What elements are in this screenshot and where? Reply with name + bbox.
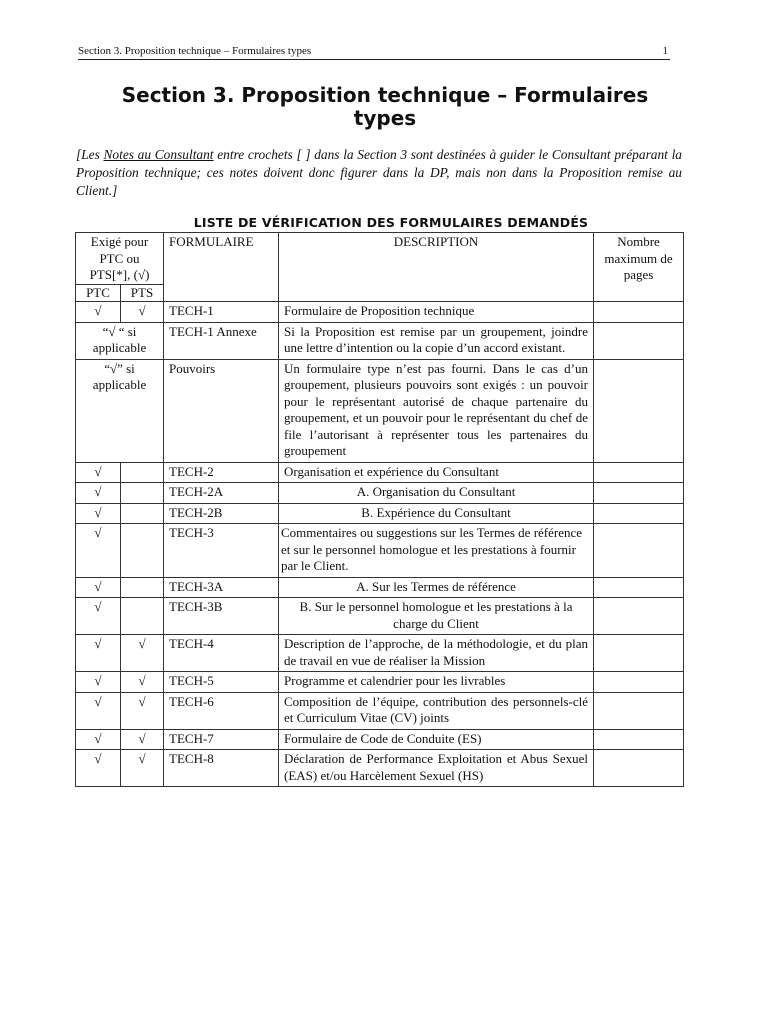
page-header — [78, 44, 670, 60]
cell-pts — [121, 524, 164, 578]
forms-checklist-table — [75, 232, 684, 787]
cell-max-pages — [594, 635, 684, 672]
cell-formulaire: TECH-1 — [164, 302, 279, 323]
cell-description: Composition de l’équipe, contribution des personnels-clé et Curriculum Vitae (CV) joints — [279, 692, 594, 729]
intro-text-end: entre crochets [ ] dans la Section 3 sont destinées à guider le Consultant préparant la Proposition technique; ces notes doivent donc figurer dans la DP, mais non dans la Proposition remise au Client.] — [76, 147, 682, 198]
cell-max-pages — [594, 524, 684, 578]
cell-required-applicable: “√” si applicable — [76, 359, 164, 462]
cell-max-pages — [594, 302, 684, 323]
cell-ptc: √ — [76, 672, 121, 693]
cell-formulaire: TECH-3 — [164, 524, 279, 578]
table-header-row — [76, 233, 684, 285]
cell-required-applicable: “√ “ si applicable — [76, 322, 164, 359]
cell-max-pages — [594, 672, 684, 693]
cell-formulaire: TECH-2B — [164, 503, 279, 524]
table-row — [76, 483, 684, 504]
table-row — [76, 692, 684, 729]
cell-ptc: √ — [76, 302, 121, 323]
intro-text-start: [Les — [76, 147, 104, 162]
table-row — [76, 729, 684, 750]
section-title — [70, 84, 700, 130]
table-row — [76, 462, 684, 483]
cell-max-pages — [594, 750, 684, 787]
header-title: Section 3. Proposition technique – Formulaires types — [78, 45, 312, 57]
cell-formulaire: TECH-7 — [164, 729, 279, 750]
cell-description: Formulaire de Code de Conduite (ES) — [279, 729, 594, 750]
cell-description: Un formulaire type n’est pas fourni. Dans le cas d’un groupement, plusieurs pouvoirs sont exigés : un pouvoir pour le représentant autorisé de chaque partenaire du groupement, et un pouvoir pour le représentant du chef de file l’autorisant à représenter tous les partenaires du groupement — [279, 359, 594, 462]
table-row — [76, 750, 684, 787]
cell-max-pages — [594, 359, 684, 462]
cell-max-pages — [594, 503, 684, 524]
table-row — [76, 503, 684, 524]
cell-pts — [121, 462, 164, 483]
cell-description: Déclaration de Performance Exploitation et Abus Sexuel (EAS) et/ou Harcèlement Sexuel (HS) — [279, 750, 594, 787]
page-number: 1 — [662, 45, 668, 57]
cell-ptc: √ — [76, 483, 121, 504]
table-row — [76, 598, 684, 635]
cell-pts — [121, 483, 164, 504]
table-row — [76, 302, 684, 323]
header-ptc: PTC — [76, 284, 121, 302]
cell-formulaire: TECH-5 — [164, 672, 279, 693]
cell-ptc: √ — [76, 577, 121, 598]
cell-ptc: √ — [76, 503, 121, 524]
cell-formulaire: TECH-3A — [164, 577, 279, 598]
header-formulaire: FORMULAIRE — [164, 233, 279, 302]
header-required: Exigé pour PTC ou PTS[*], (√) — [76, 233, 164, 285]
header-description: DESCRIPTION — [279, 233, 594, 302]
cell-ptc: √ — [76, 598, 121, 635]
cell-max-pages — [594, 483, 684, 504]
cell-description: A. Sur les Termes de référence — [279, 577, 594, 598]
intro-note — [76, 146, 682, 200]
cell-pts — [121, 503, 164, 524]
cell-formulaire: TECH-1 Annexe — [164, 322, 279, 359]
cell-ptc: √ — [76, 692, 121, 729]
table-row — [76, 672, 684, 693]
cell-description: Organisation et expérience du Consultant — [279, 462, 594, 483]
table-row — [76, 322, 684, 359]
table-row — [76, 577, 684, 598]
cell-formulaire: TECH-6 — [164, 692, 279, 729]
cell-ptc: √ — [76, 729, 121, 750]
cell-max-pages — [594, 692, 684, 729]
cell-formulaire: TECH-2A — [164, 483, 279, 504]
cell-ptc: √ — [76, 524, 121, 578]
section-title-line-2: types — [353, 106, 417, 130]
cell-ptc: √ — [76, 462, 121, 483]
cell-max-pages — [594, 577, 684, 598]
table-row — [76, 524, 684, 578]
cell-description: A. Organisation du Consultant — [279, 483, 594, 504]
cell-formulaire: TECH-8 — [164, 750, 279, 787]
cell-pts — [121, 598, 164, 635]
cell-max-pages — [594, 322, 684, 359]
cell-description: Commentaires ou suggestions sur les Termes de référence et sur le personnel homologue et les prestations à fournir par le Client. — [279, 524, 594, 578]
table-row — [76, 359, 684, 462]
table-row — [76, 635, 684, 672]
cell-description: Description de l’approche, de la méthodologie, et du plan de travail en vue de réaliser la Mission — [279, 635, 594, 672]
cell-pts: √ — [121, 692, 164, 729]
cell-max-pages — [594, 729, 684, 750]
cell-description: B. Sur le personnel homologue et les prestations à la charge du Client — [279, 598, 594, 635]
cell-formulaire: Pouvoirs — [164, 359, 279, 462]
cell-ptc: √ — [76, 750, 121, 787]
cell-pts: √ — [121, 302, 164, 323]
cell-max-pages — [594, 462, 684, 483]
table-body — [76, 233, 684, 787]
cell-max-pages — [594, 598, 684, 635]
cell-description: B. Expérience du Consultant — [279, 503, 594, 524]
cell-formulaire: TECH-3B — [164, 598, 279, 635]
cell-formulaire: TECH-2 — [164, 462, 279, 483]
cell-pts: √ — [121, 729, 164, 750]
cell-formulaire: TECH-4 — [164, 635, 279, 672]
section-title-line-1: Section 3. Proposition technique – Formulaires — [121, 83, 649, 107]
intro-underlined-text: Notes au Consultant — [103, 147, 214, 162]
cell-pts: √ — [121, 635, 164, 672]
cell-pts: √ — [121, 750, 164, 787]
header-max-pages: Nombre maximum de pages — [594, 233, 684, 302]
cell-pts: √ — [121, 672, 164, 693]
cell-description: Programme et calendrier pour les livrables — [279, 672, 594, 693]
cell-description: Formulaire de Proposition technique — [279, 302, 594, 323]
header-pts: PTS — [121, 284, 164, 302]
checklist-caption: LISTE DE VÉRIFICATION DES FORMULAIRES DEMANDÉS — [193, 215, 589, 230]
cell-ptc: √ — [76, 635, 121, 672]
cell-pts — [121, 577, 164, 598]
cell-description: Si la Proposition est remise par un groupement, joindre une lettre d’intention ou la copie d’un accord existant. — [279, 322, 594, 359]
